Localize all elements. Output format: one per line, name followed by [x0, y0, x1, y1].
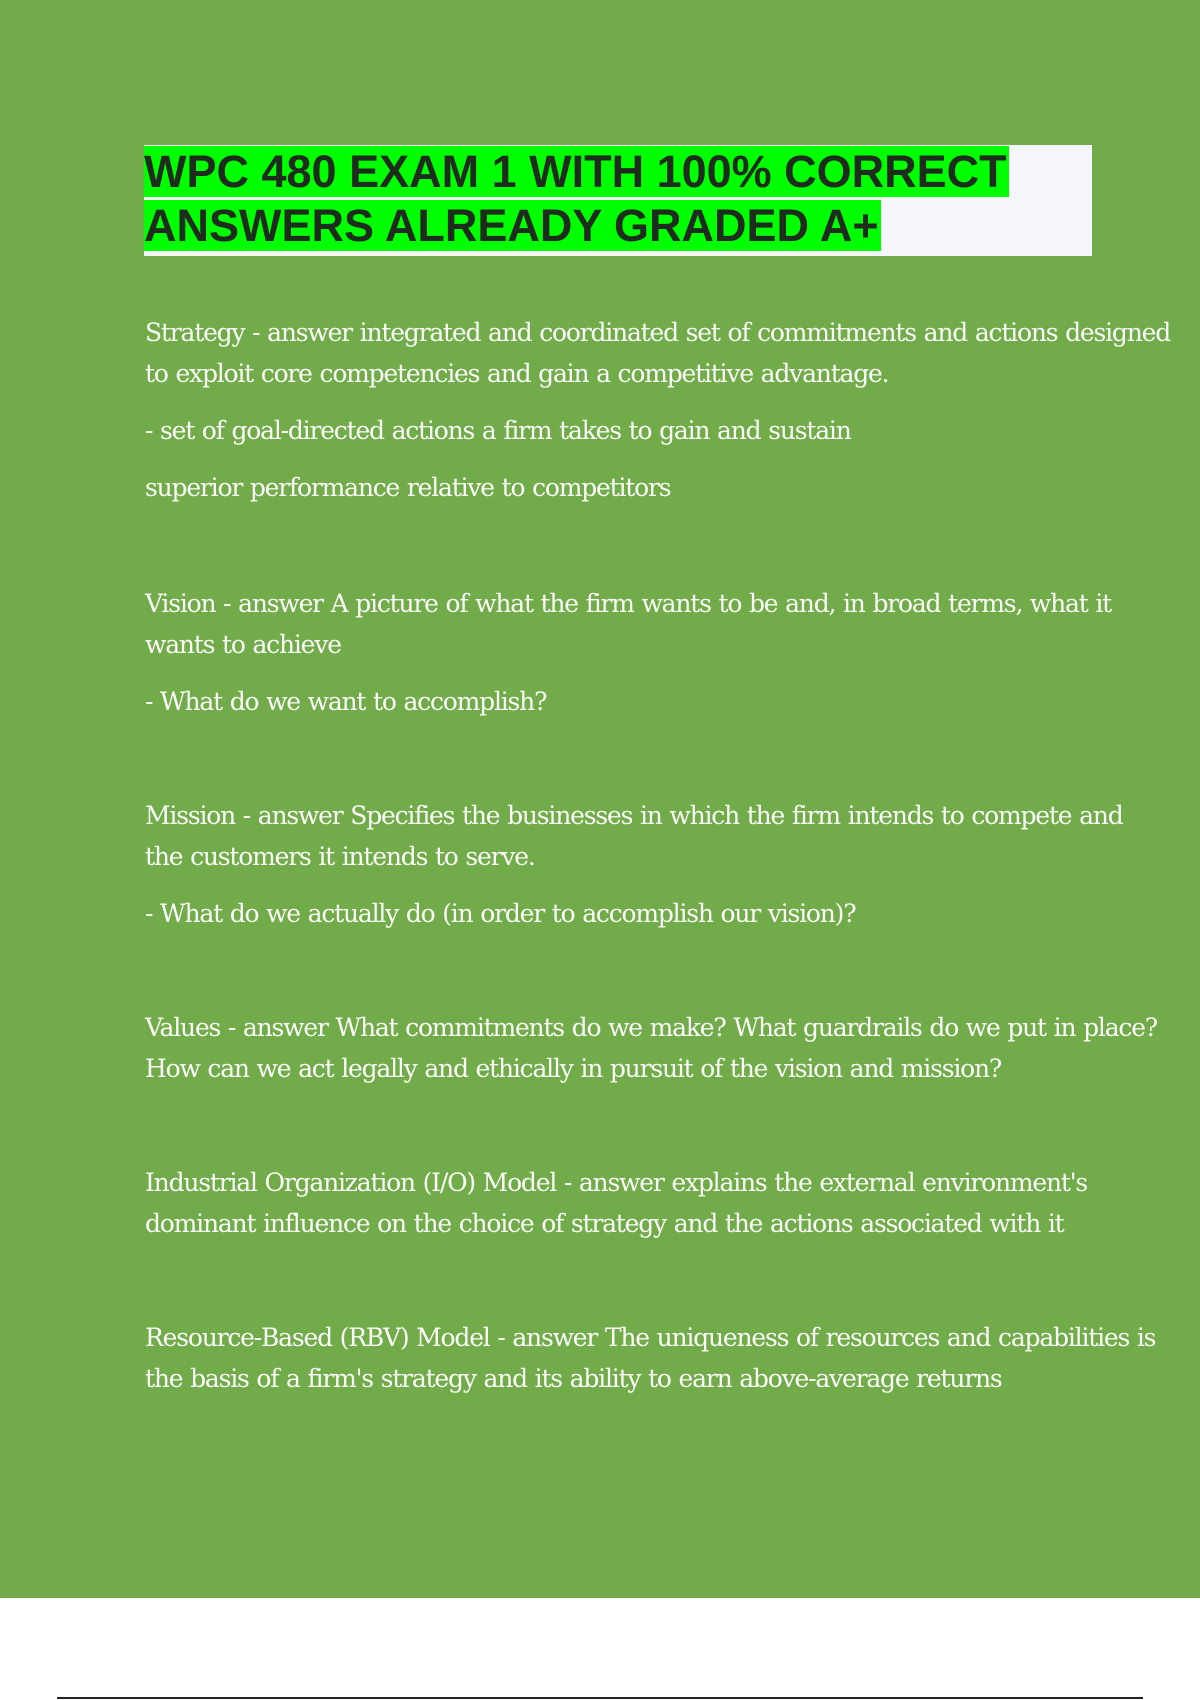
title-line-2: ANSWERS ALREADY GRADED A+: [144, 200, 879, 251]
qa-entry-values: [145, 1007, 1157, 1089]
entry-text: Mission - answer Specifies the businesses in which the firm intends to compete and the customers it intends to serve.: [145, 801, 1123, 871]
entry-note: - What do we want to accomplish?: [145, 687, 547, 716]
qa-entry-io-model: [145, 1162, 1090, 1244]
entry-text: Industrial Organization (I/O) Model - answer explains the external environment's dominant influence on the choice of strategy and the actions associated with it: [145, 1168, 1088, 1238]
entry-note: - What do we actually do (in order to accomplish our vision)?: [145, 899, 856, 928]
document-title: [144, 145, 1092, 256]
entry-text: Resource-Based (RBV) Model - answer The uniqueness of resources and capabilities is the basis of a firm's strategy and its ability to earn above-average returns: [145, 1323, 1156, 1393]
entry-text: Vision - answer A picture of what the firm wants to be and, in broad terms, what it wants to achieve: [145, 589, 1111, 659]
qa-entry-vision: [145, 583, 1111, 722]
qa-entry-rbv-model: [145, 1317, 1156, 1399]
entry-text: Strategy - answer integrated and coordinated set of commitments and actions designed to exploit core competencies and gain a competitive advantage.: [145, 318, 1171, 388]
qa-entry-strategy: [145, 312, 1171, 508]
entry-text: Values - answer What commitments do we make? What guardrails do we put in place? How can we act legally and ethically in pursuit of the vision and mission?: [145, 1013, 1157, 1083]
entry-note: - set of goal-directed actions a firm takes to gain and sustain: [145, 416, 851, 445]
entry-note: superior performance relative to competitors: [145, 473, 671, 502]
qa-entry-mission: [145, 795, 1123, 934]
title-line-1: WPC 480 EXAM 1 WITH 100% CORRECT: [144, 146, 1007, 197]
footer-divider: [57, 1697, 1143, 1699]
